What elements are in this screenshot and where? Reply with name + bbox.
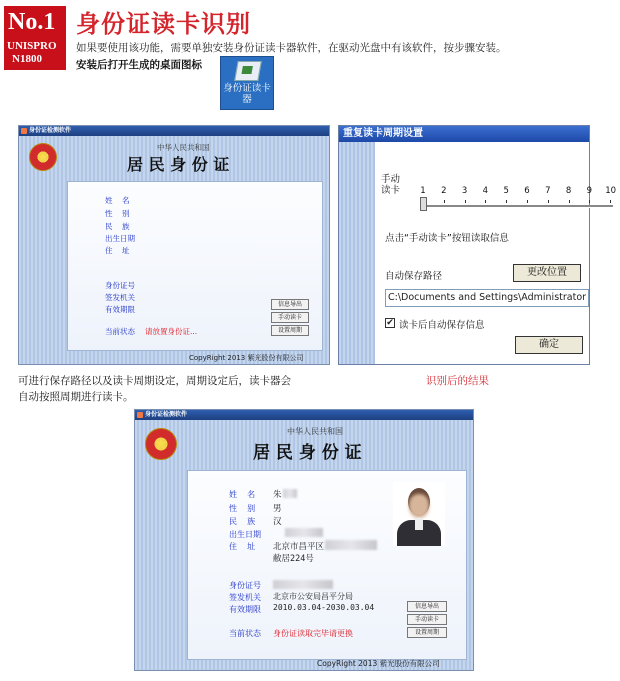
label-address: 住 址	[105, 246, 130, 255]
issuer-value: 北京市公安局昌平分局	[273, 592, 353, 601]
caption-result: 识别后的结果	[426, 375, 489, 387]
caption-settings: 可进行保存路径以及读卡周期设定，周期设定后，读卡器会 自动按照周期进行读卡。	[18, 375, 291, 403]
export-button[interactable]: 信息导出	[271, 299, 309, 310]
window-title: 身份证检测软件	[29, 127, 72, 134]
set-period-button[interactable]: 设置周期	[271, 325, 309, 336]
country-name: 中华人民共和国	[157, 143, 210, 152]
status-value: 请放置身份证...	[145, 327, 198, 336]
period-tick-label: 3	[461, 186, 468, 196]
address-value-line1: 北京市昌平区	[273, 542, 325, 552]
address-redacted	[325, 540, 377, 550]
period-tick-mark	[589, 200, 590, 203]
window-title: 身份证检测软件	[145, 411, 188, 418]
country-name: 中华人民共和国	[287, 427, 343, 436]
label-status: 当前状态	[229, 629, 261, 638]
period-tick-mark	[485, 200, 486, 203]
change-location-button[interactable]: 更改位置	[513, 264, 581, 282]
desktop-shortcut-icon[interactable]	[220, 56, 274, 110]
manual-label: 手动 读卡	[381, 174, 401, 196]
manual-read-button[interactable]: 手动读卡	[407, 614, 447, 625]
address-value-line2: 敝居224号	[273, 554, 314, 564]
export-button[interactable]: 信息导出	[407, 601, 447, 612]
period-tick-label: 2	[441, 186, 447, 196]
set-period-button[interactable]: 设置周期	[407, 627, 447, 638]
dialog-title: 重复读卡周期设置	[339, 126, 589, 142]
label-address: 住 址	[229, 542, 256, 551]
period-tick-mark	[527, 200, 528, 203]
label-name: 姓 名	[229, 490, 256, 499]
period-tick-mark	[465, 200, 466, 203]
label-ethnic: 民 族	[229, 517, 256, 526]
app-window-result	[134, 409, 474, 671]
card-title: 居 民 身 份 证	[253, 443, 362, 463]
period-tick-mark	[548, 200, 549, 203]
label-id-no: 身份证号	[229, 581, 261, 590]
birth-redacted	[285, 528, 323, 537]
period-tick-mark	[569, 200, 570, 203]
period-tick-label: 8	[565, 186, 572, 196]
card-title: 居 民 身 份 证	[127, 155, 230, 174]
window-titlebar	[135, 410, 473, 420]
ok-button[interactable]: 确定	[515, 336, 583, 354]
window-titlebar	[19, 126, 329, 136]
label-status: 当前状态	[105, 327, 135, 336]
save-path-label: 自动保存路径	[385, 271, 443, 282]
period-tick-mark	[506, 200, 507, 203]
status-value: 身份证读取完毕请更换	[273, 629, 353, 638]
app-icon	[21, 128, 27, 134]
copyright: CopyRight 2013 紫光股份有限公司	[189, 354, 304, 362]
national-emblem-icon	[29, 143, 57, 171]
label-valid: 有效期限	[105, 305, 135, 314]
card-reader-icon	[234, 61, 262, 81]
auto-save-label: 读卡后自动保存信息	[399, 320, 485, 331]
manual-read-button[interactable]: 手动读卡	[271, 312, 309, 323]
national-emblem-icon	[145, 428, 177, 460]
period-tick-label: 7	[545, 186, 551, 196]
label-sex: 性 别	[105, 209, 130, 218]
id-no-redacted	[273, 580, 333, 589]
copyright: CopyRight 2013 紫光股份有限公司	[317, 659, 440, 668]
period-tick-label: 9	[586, 186, 593, 196]
label-issuer: 签发机关	[229, 593, 261, 602]
desktop-shortcut-label: 身份证读卡器	[223, 83, 271, 105]
page-description: 如果要使用该功能，需要单独安装身份证读卡器软件，在驱动光盘中有该软件，按步骤安装。	[76, 42, 507, 54]
valid-value: 2010.03.04-2030.03.04	[273, 603, 375, 612]
save-path-input[interactable]: C:\Documents and Settings\Administrator	[385, 289, 589, 307]
period-slider-thumb[interactable]	[420, 197, 427, 211]
sex-value: 男	[273, 504, 282, 514]
period-tick-label: 4	[482, 186, 489, 196]
period-tick-mark	[444, 200, 445, 203]
badge-model: N1800	[12, 53, 42, 65]
period-tick-label: 10	[605, 186, 617, 196]
ethnic-value: 汉	[273, 517, 282, 527]
label-ethnic: 民 族	[105, 222, 130, 231]
name-value: 朱	[273, 490, 282, 500]
period-tick-label: 5	[503, 186, 509, 196]
period-tick-label: 6	[524, 186, 530, 196]
label-birth: 出生日期	[229, 530, 261, 539]
label-valid: 有效期限	[229, 605, 261, 614]
name-redacted	[283, 489, 297, 498]
label-id-no: 身份证号	[105, 281, 135, 290]
label-issuer: 签发机关	[105, 293, 135, 302]
label-sex: 性 别	[229, 504, 256, 513]
id-photo	[393, 482, 445, 546]
app-window-waiting	[18, 125, 330, 365]
brand-badge	[4, 6, 66, 70]
app-icon	[137, 412, 143, 418]
badge-brand: UNISPRO	[7, 40, 57, 52]
badge-number: No.1	[8, 9, 56, 35]
period-tick-mark	[610, 200, 611, 203]
period-tick-label: 1	[420, 186, 426, 196]
label-birth: 出生日期	[105, 234, 135, 243]
desktop-hint: 安装后打开生成的桌面图标	[76, 59, 202, 71]
manual-hint: 点击“手动读卡”按钮读取信息	[385, 233, 509, 244]
read-period-dialog	[338, 125, 617, 365]
period-slider-track[interactable]	[421, 205, 613, 208]
label-name: 姓 名	[105, 196, 130, 205]
page-title: 身份证读卡识别	[76, 10, 251, 38]
auto-save-checkbox[interactable]: ✔	[386, 318, 394, 328]
